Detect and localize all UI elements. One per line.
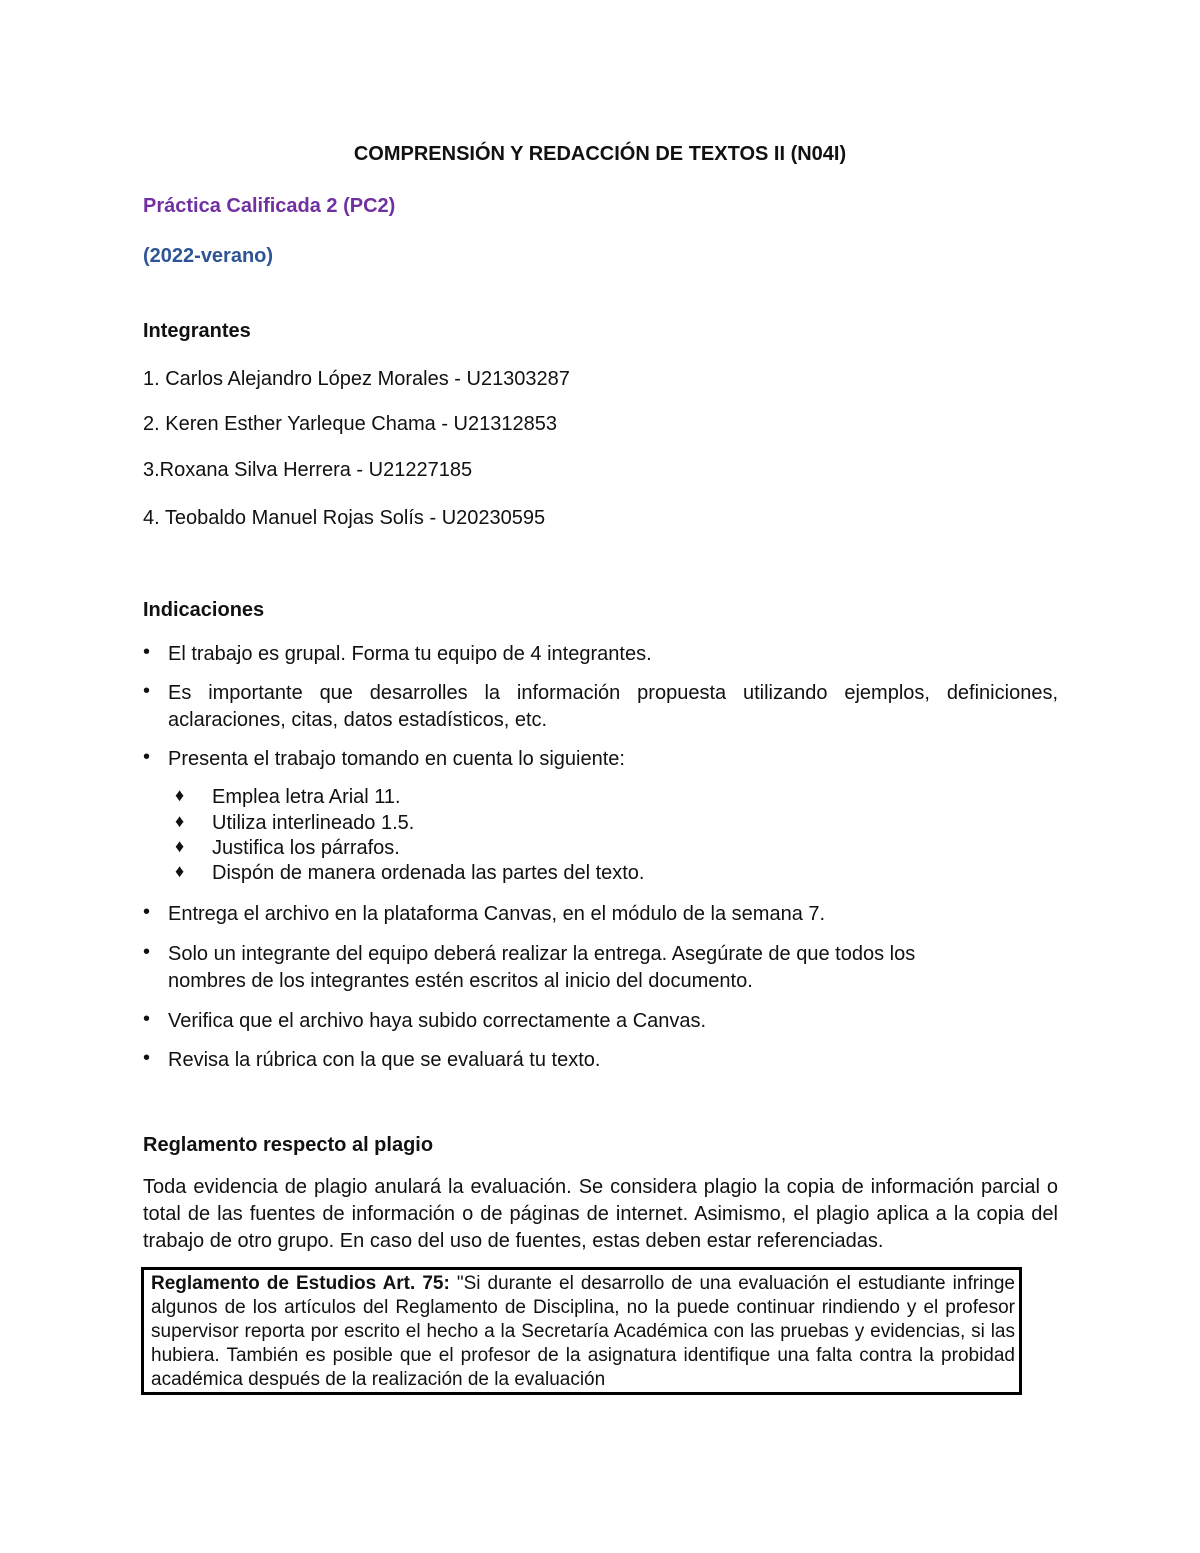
bullet-icon: • — [143, 746, 151, 768]
document-subtitle: Práctica Calificada 2 (PC2) — [143, 195, 396, 217]
reglamento-label: Reglamento de Estudios Art. 75: — [151, 1273, 450, 1294]
plagio-paragraph: Toda evidencia de plagio anulará la evaluación. Se considera plagio la copia de información parcial o total de las fuentes de información o de páginas de internet. Asimismo, el plagio aplica a la copia del trabajo de otro grupo. En caso del uso de fuentes, estas deben estar referenciadas. — [143, 1176, 1058, 1252]
document-period: (2022-verano) — [143, 245, 274, 267]
bullet-icon: • — [143, 901, 151, 923]
document-title: COMPRENSIÓN Y REDACCIÓN DE TEXTOS II (N04I) — [353, 143, 847, 165]
plagio-heading: Reglamento respecto al plagio — [143, 1134, 434, 1156]
bullet-icon: • — [143, 1008, 151, 1030]
bullet-icon: • — [143, 941, 151, 963]
member-item: 1. Carlos Alejandro López Morales - U21303287 — [143, 368, 570, 390]
indicaciones-heading: Indicaciones — [143, 599, 265, 621]
bullet-icon: • — [143, 680, 151, 702]
member-item: 2. Keren Esther Yarleque Chama - U21312853 — [143, 413, 557, 435]
member-item: 3.Roxana Silva Herrera - U21227185 — [143, 459, 473, 481]
reglamento-text: "Si durante el desarrollo de una evaluación el estudiante infringe algunos de los artículos del Reglamento de Disciplina, no la puede continuar rindiendo y el profesor supervisor reporta por escrito el hecho a la Secretaría Académica con las pruebas y evidencias, si las hubiera. También es posible que el profesor de la asignatura identifique una falta contra la probidad académica después de la realización de la evaluación — [151, 1273, 1015, 1390]
diamond-bullet-icon: ♦ — [175, 836, 185, 856]
bullet-icon: • — [143, 641, 151, 663]
diamond-bullet-icon: ♦ — [175, 861, 185, 881]
reglamento-box — [141, 1267, 1022, 1395]
diamond-bullet-icon: ♦ — [175, 811, 185, 831]
diamond-bullet-icon: ♦ — [175, 785, 185, 805]
member-item: 4. Teobaldo Manuel Rojas Solís - U20230595 — [143, 507, 546, 529]
integrantes-heading: Integrantes — [143, 320, 251, 342]
bullet-icon: • — [143, 1047, 151, 1069]
